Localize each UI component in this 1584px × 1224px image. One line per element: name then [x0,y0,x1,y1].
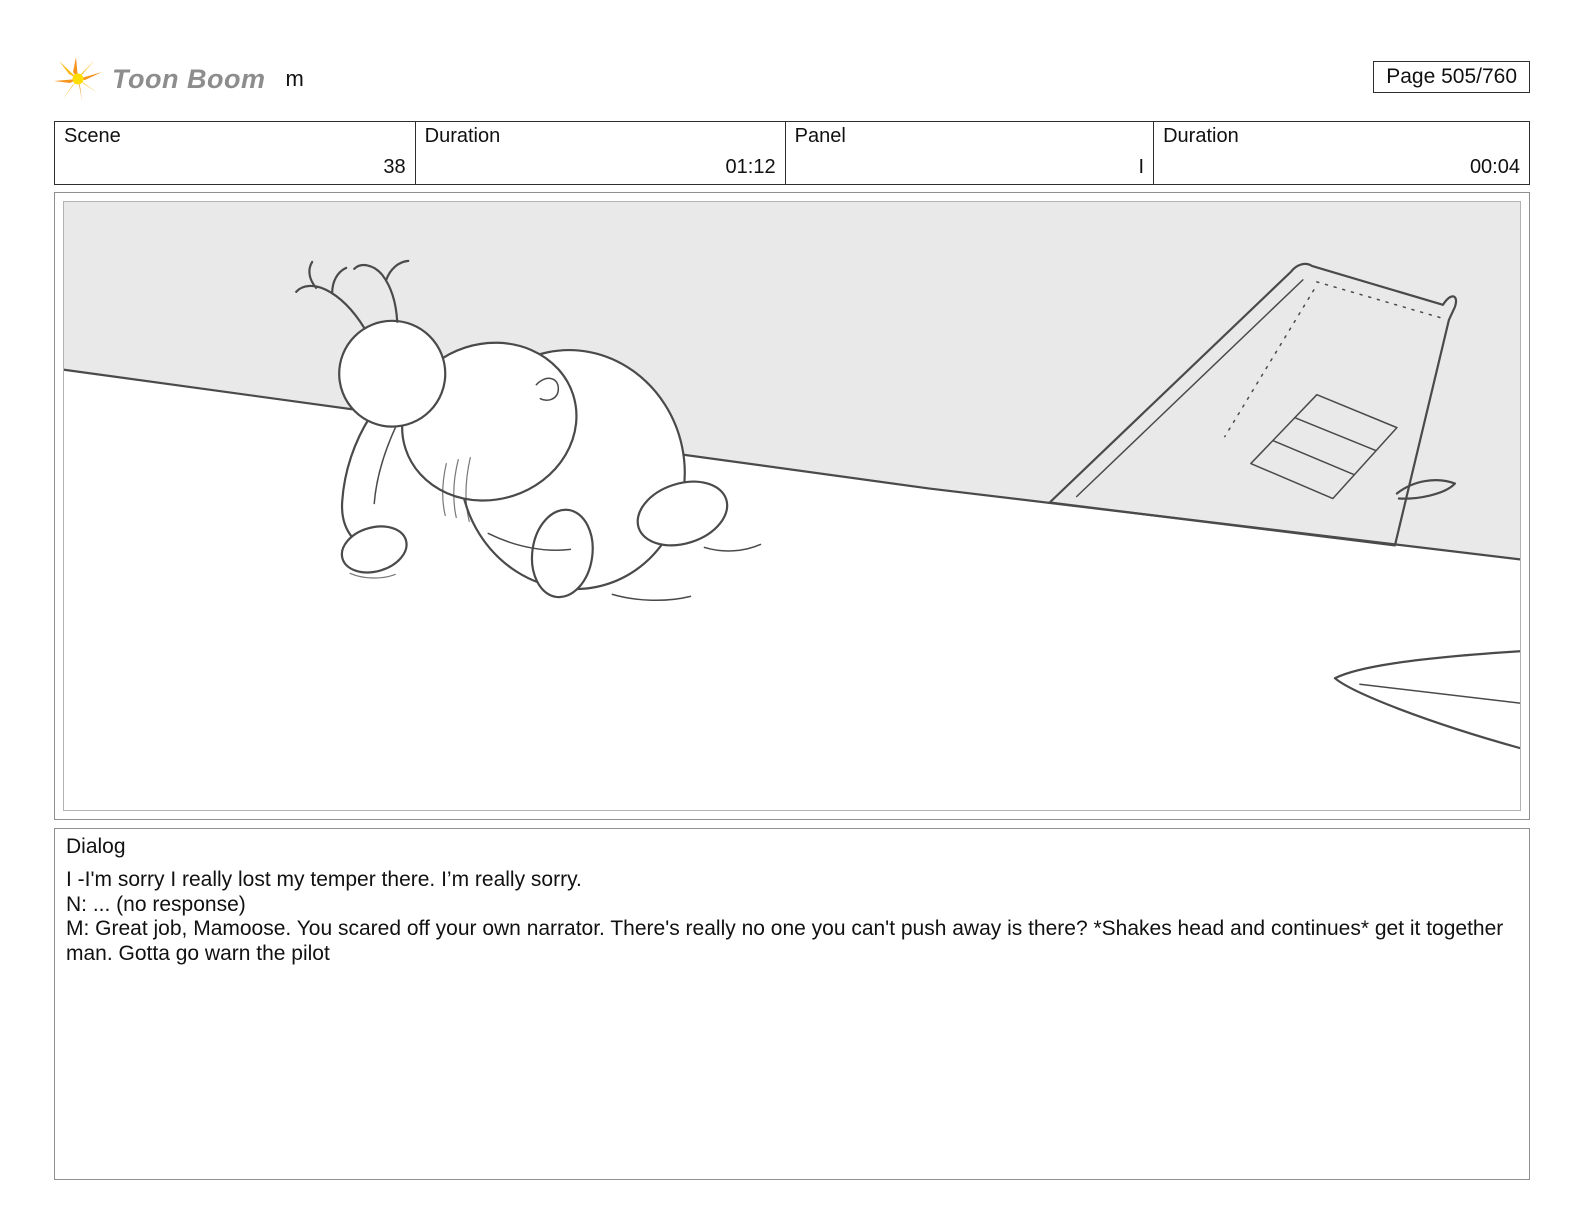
scene-info-table [54,121,1530,185]
scene-cell [55,122,415,184]
panel-duration-label: Duration [1163,125,1239,147]
storyboard-panel-drawing [64,202,1520,810]
project-title: m [285,66,304,91]
panel-cell [785,122,1154,184]
panel-value: I [1138,156,1145,178]
toonboom-burst-icon [54,57,102,101]
scene-duration-cell [415,122,785,184]
scene-label: Scene [64,125,121,147]
scene-duration-value: 01:12 [725,156,776,178]
scene-value: 38 [383,156,406,178]
panel-duration-value: 00:04 [1469,156,1520,178]
scene-duration-label: Duration [424,125,501,147]
logo-group [54,57,1530,101]
dialog-line: M: Great job, Mamoose. You scared off your own narrator. There's really no one you can't push away is there? *Shakes head and continues* get it together man. Gotta go warn the pilot [66,917,1504,965]
dialog-line: I -I'm sorry I really lost my temper there. I’m really sorry. [66,868,582,891]
dialog-title: Dialog [66,835,126,858]
panel-label: Panel [794,125,846,147]
toonboom-logo-text: Toon Boom [112,63,266,94]
panel-duration-cell [1153,122,1529,184]
panel-image [63,201,1521,811]
dialog-line: N: ... (no response) [66,892,246,916]
page-number-badge: Page 505/760 [1373,61,1530,93]
panel-frame [54,192,1530,820]
page-header [54,0,1530,121]
dialog-box [54,828,1530,1180]
